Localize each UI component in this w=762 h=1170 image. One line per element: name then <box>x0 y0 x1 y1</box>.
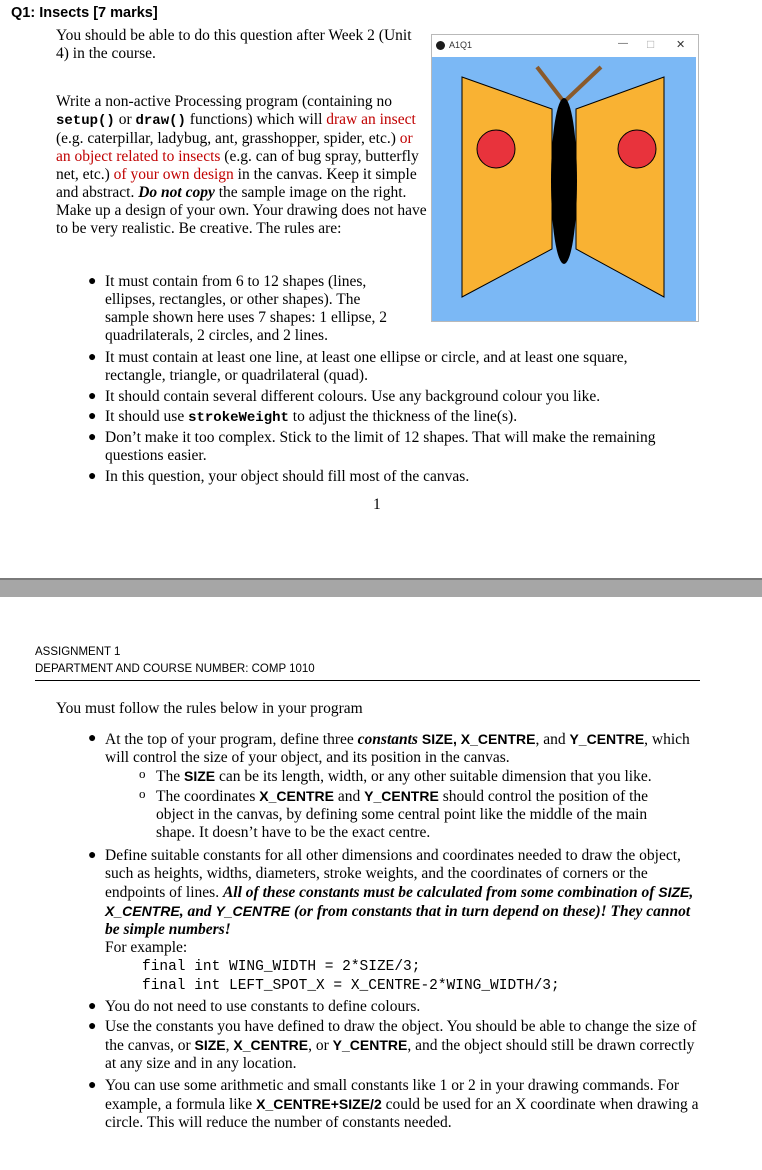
bullet-dot: ● <box>88 409 97 424</box>
header-course: DEPARTMENT AND COURSE NUMBER: COMP 1010 <box>35 663 315 675</box>
sub-bullet-dot: o <box>139 766 146 781</box>
bullet-dot: ● <box>88 1078 97 1093</box>
rule-arithmetic: You can use some arithmetic and small constants like 1 or 2 in your drawing commands. For example, a formula like X_CENTRE+SIZE/2 could be used for an X coordinate when drawing a circle. This will reduce the number of constants needed. <box>105 1077 699 1131</box>
bullet-dot: ● <box>88 848 97 863</box>
insect-body <box>551 98 577 264</box>
butterfly-canvas <box>432 57 696 321</box>
window-titlebar <box>432 35 698 57</box>
bullet-dot: ● <box>88 1019 97 1034</box>
bullet-dot: ● <box>88 350 97 365</box>
bullet-dot: ● <box>88 731 97 746</box>
maximize-button[interactable]: □ <box>647 37 655 51</box>
bullet-dot: ● <box>88 999 97 1014</box>
sketch-window <box>431 34 699 322</box>
bullet-dot: ● <box>88 274 97 289</box>
left-wing-spot <box>477 130 515 168</box>
bullet-dot: ● <box>88 469 97 484</box>
question-heading: Q1: Insects [7 marks] <box>11 5 158 21</box>
page-number: 1 <box>373 496 381 513</box>
rule-define-constants: At the top of your program, define three constants SIZE, X_CENTRE, and Y_CENTRE, which will control the size of your object, and its position in the canvas. <box>105 731 690 766</box>
example-label: For example: <box>105 939 188 956</box>
page-1 <box>0 0 762 578</box>
processing-icon <box>436 41 445 50</box>
rule-bullet-4: It should use strokeWeight to adjust the thickness of the line(s). <box>105 408 518 426</box>
rule-bullet-6: In this question, your object should fill most of the canvas. <box>105 468 470 485</box>
rule-centre-constants: The coordinates X_CENTRE and Y_CENTRE should control the position of the object in the canvas, by defining some central point like the middle of the main shape. It doesn’t have to be the exact centre. <box>156 788 649 841</box>
page-2 <box>0 597 762 1170</box>
minimize-button[interactable]: — <box>618 38 628 49</box>
code-example-2: final int LEFT_SPOT_X = X_CENTRE-2*WING_WIDTH/3; <box>142 978 560 994</box>
rule-other-constants: Define suitable constants for all other dimensions and coordinates needed to draw the object, such as heights, widths, diameters, stroke weights, and the coordinates of corners or the endpoints of lines. All of these constants must be calculated from some combination of SIZE, X_CENTRE, and Y_CENTRE (or from constants that in turn depend on these)! They cannot be simple numbers! <box>105 847 694 938</box>
right-wing-spot <box>618 130 656 168</box>
window-title: A1Q1 <box>449 40 473 50</box>
header-assignment: ASSIGNMENT 1 <box>35 646 121 658</box>
rules-intro: You must follow the rules below in your program <box>56 700 363 717</box>
sub-bullet-dot: o <box>139 786 146 801</box>
close-button[interactable]: ✕ <box>676 39 686 51</box>
instructions-paragraph: Write a non-active Processing program (containing no setup() or draw() functions) which will draw an insect (e.g. caterpillar, ladybug, ant, grasshopper, spider, etc.) or an object related to insects (e.g. can of bug spray, butterfly net, etc.) of your own design in the canvas. Keep it simple and abstract. Do not copy the sample image on the right. Make up a design of your own. Your drawing does not have to be very realistic. Be creative. The rules are: <box>56 93 427 237</box>
page-separator <box>0 578 762 597</box>
rule-bullet-1: It must contain from 6 to 12 shapes (lines, ellipses, rectangles, or other shapes). The sample shown here uses 7 shapes: 1 ellipse, 2 quadrilaterals, 2 circles, and 2 lines. <box>105 273 387 344</box>
bullet-dot: ● <box>88 389 97 404</box>
rule-use-constants: Use the constants you have defined to draw the object. You should be able to change the size of the canvas, or SIZE, X_CENTRE, or Y_CENTRE, and the object should still be drawn correctly at any size and in any location. <box>105 1018 697 1072</box>
rule-bullet-5: Don’t make it too complex. Stick to the limit of 12 shapes. That will make the remaining questions easier. <box>105 429 656 464</box>
intro-text: You should be able to do this question after Week 2 (Unit 4) in the course. <box>56 27 412 62</box>
bullet-dot: ● <box>88 430 97 445</box>
header-rule <box>35 680 700 681</box>
rule-bullet-2: It must contain at least one line, at least one ellipse or circle, and at least one square, rectangle, triangle, or quadrilateral (quad). <box>105 349 628 384</box>
rule-size-constant: The SIZE can be its length, width, or any other suitable dimension that you like. <box>156 768 652 785</box>
rule-bullet-3: It should contain several different colours. Use any background colour you like. <box>105 388 601 405</box>
rule-colours: You do not need to use constants to define colours. <box>105 998 421 1015</box>
code-example-1: final int WING_WIDTH = 2*SIZE/3; <box>142 959 421 975</box>
